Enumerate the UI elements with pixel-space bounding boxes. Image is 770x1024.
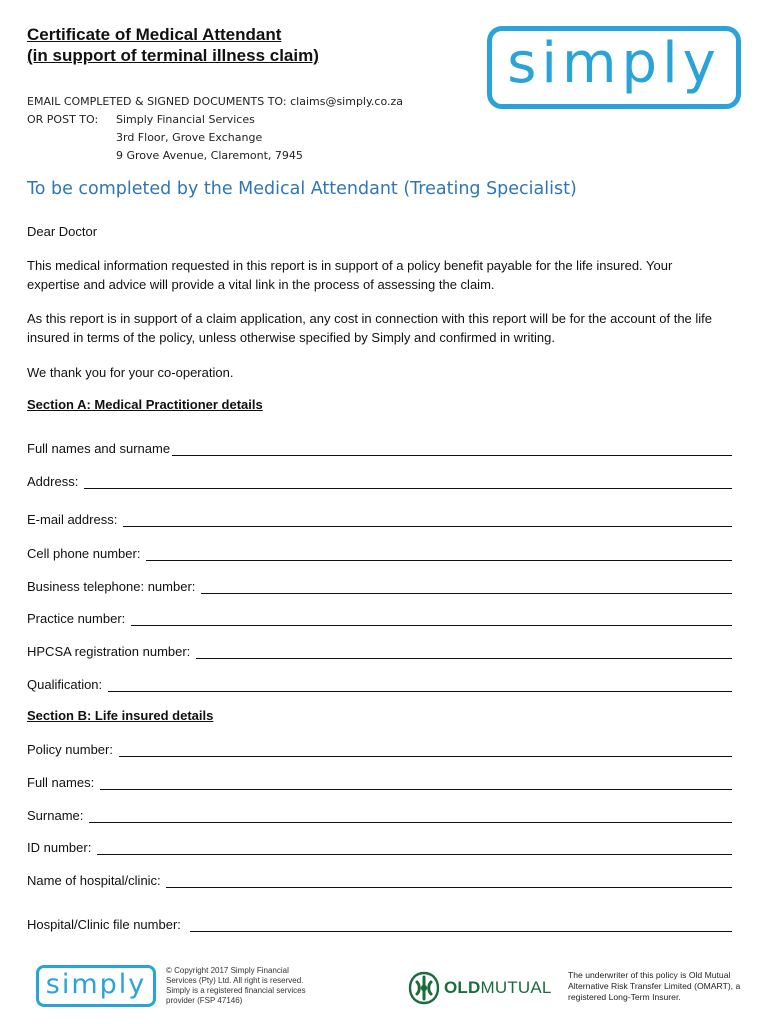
hospital-file-number-input[interactable] (190, 917, 732, 932)
intro-paragraph-2: As this report is in support of a claim application, any cost in connection with this report will be for the account of the life insured in terms of the policy, unless otherwise specified by Simply and confirmed in writing. (27, 311, 713, 345)
hospital-name-input[interactable] (166, 873, 732, 888)
title-line-1: Certificate of Medical Attendant (27, 25, 282, 44)
policy-number-input[interactable] (119, 742, 732, 757)
certificate-title (27, 24, 319, 66)
old-mutual-wordmark (444, 978, 552, 998)
post-row (27, 111, 403, 129)
intro-paragraph-3: We thank you for your co-operation. (27, 365, 234, 380)
footer-simply-logo: simply (36, 965, 156, 1007)
field-id-number (27, 837, 732, 855)
business-telephone-input[interactable] (201, 579, 732, 594)
old-mutual-emblem-icon (408, 971, 440, 1005)
address-line-1: Simply Financial Services (116, 113, 255, 126)
intro-heading: To be completed by the Medical Attendant (Treating Specialist) (27, 179, 577, 199)
section-a-title: Section A: Medical Practitioner details (27, 397, 263, 412)
field-label: Business telephone: number: (27, 579, 199, 594)
field-label: Name of hospital/clinic: (27, 873, 165, 888)
field-label: ID number: (27, 840, 95, 855)
field-address (27, 471, 732, 489)
field-hpcsa-number (27, 641, 732, 659)
email-instruction: EMAIL COMPLETED & SIGNED DOCUMENTS TO: claims@simply.co.za (27, 95, 404, 108)
field-qualification (27, 674, 732, 692)
field-label: Practice number: (27, 611, 129, 626)
field-policy-number (27, 739, 732, 757)
field-label: Hospital/Clinic file number: (27, 917, 189, 932)
greeting: Dear Doctor (27, 224, 98, 239)
contact-block (27, 93, 403, 165)
field-practice-number (27, 608, 732, 626)
email-input[interactable] (123, 512, 732, 527)
field-label: E-mail address: (27, 512, 121, 527)
address-line-2: 3rd Floor, Grove Exchange (116, 131, 263, 144)
field-hospital-file-number (27, 914, 732, 932)
practice-number-input[interactable] (131, 611, 732, 626)
field-label: Qualification: (27, 677, 106, 692)
surname-input[interactable] (89, 808, 732, 823)
om-word-bold: OLD (444, 978, 481, 997)
copyright-notice: © Copyright 2017 Simply Financial Services (Pty) Ltd. All right is reserved. Simply is a registered financial services provider (FSP 47146) (166, 966, 306, 1005)
field-label: Surname: (27, 808, 87, 823)
field-hospital-name (27, 870, 732, 888)
section-b-title: Section B: Life insured details (27, 708, 214, 723)
simply-logo: simply (487, 26, 741, 109)
field-business-telephone (27, 576, 732, 594)
field-label: Address: (27, 474, 82, 489)
field-full-names-surname (27, 438, 732, 456)
full-names-surname-input[interactable] (172, 441, 732, 456)
full-names-input[interactable] (100, 775, 732, 790)
intro-paragraph-1: This medical information requested in this report is in support of a policy benefit payable for the life insured. Your expertise and advice will provide a vital link in the process of assessing the claim. (27, 258, 673, 292)
address-line-3: 9 Grove Avenue, Claremont, 7945 (116, 149, 303, 162)
field-email (27, 509, 732, 527)
address-input[interactable] (84, 474, 732, 489)
field-label: Cell phone number: (27, 546, 145, 561)
field-label: Policy number: (27, 742, 117, 757)
underwriter-notice: The underwriter of this policy is Old Mutual Alternative Risk Transfer Limited (OMART), a registered Long-Term Insurer. (568, 970, 741, 1002)
field-full-names (27, 772, 732, 790)
om-word-light: MUTUAL (480, 978, 552, 997)
field-cell-phone (27, 543, 732, 561)
field-surname (27, 805, 732, 823)
qualification-input[interactable] (108, 677, 732, 692)
field-label: HPCSA registration number: (27, 644, 194, 659)
cell-phone-input[interactable] (146, 546, 732, 561)
post-label: OR POST TO: (27, 113, 99, 126)
field-label: Full names and surname (27, 441, 171, 456)
hpcsa-number-input[interactable] (196, 644, 732, 659)
field-label: Full names: (27, 775, 98, 790)
id-number-input[interactable] (97, 840, 732, 855)
title-line-2: (in support of terminal illness claim) (27, 46, 319, 65)
